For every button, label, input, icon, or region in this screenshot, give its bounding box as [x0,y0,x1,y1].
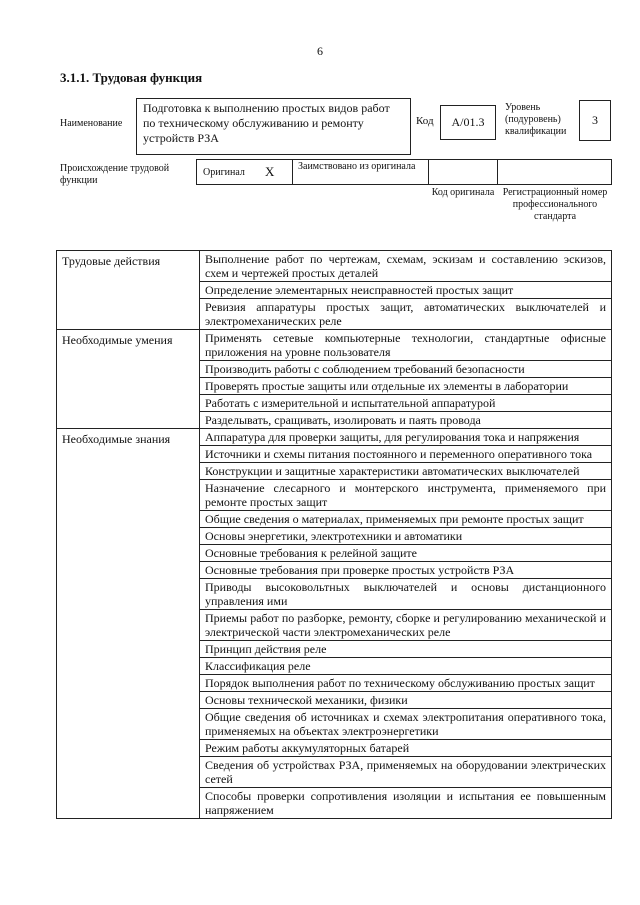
item-cell: Сведения об устройствах РЗА, применяемых на оборудовании электрических сетей [200,757,612,788]
item-cell: Основные требования при проверке простых устройств РЗА [200,562,612,579]
item-cell: Определение элементарных неисправностей простых защит [200,282,612,299]
item-cell: Классификация реле [200,658,612,675]
item-cell: Основные требования к релейной защите [200,545,612,562]
functions-table [56,250,612,819]
category-cell: Необходимые знания [57,429,200,819]
item-cell: Производить работы с соблюдением требований безопасности [200,361,612,378]
item-cell: Порядок выполнения работ по техническому обслуживанию простых защит [200,675,612,692]
item-cell: Работать с измерительной и испытательной аппаратурой [200,395,612,412]
section-title: 3.1.1. Трудовая функция [60,70,203,85]
item-cell: Разделывать, сращивать, изолировать и паять провода [200,412,612,429]
original-cell [196,159,293,185]
item-cell: Приводы высоковольтных выключателей и основы дистанционного управления ими [200,579,612,610]
item-cell: Режим работы аккумуляторных батарей [200,740,612,757]
item-cell: Выполнение работ по чертежам, схемам, эскизам и составлению эскизов, схем и чертежей простых деталей [200,251,612,282]
level-label: Уровень (подуровень) квалификации [505,102,567,137]
item-cell: Общие сведения об источниках и схемах электропитания оперативного тока, применяемых на объектах электроэнергетики [200,709,612,740]
code-original-cell [428,159,498,185]
code-value: А/01.3 [440,105,496,140]
table-row [57,251,612,282]
level-value: 3 [579,100,611,141]
name-value: Подготовка к выполнению простых видов работ по техническому обслуживанию и ремонту устройств РЗА [136,98,411,155]
category-cell: Трудовые действия [57,251,200,330]
item-cell: Способы проверки сопротивления изоляции и испытания ее повышенным напряжением [200,788,612,819]
original-mark: X [265,164,275,179]
original-label: Оригинал [203,167,245,178]
reg-number-label: Регистрационный номер профессионального стандарта [502,187,608,222]
item-cell: Проверять простые защиты или отдельные их элементы в лаборатории [200,378,612,395]
item-cell: Приемы работ по разборке, ремонту, сборке и регулированию механической и электрической части электромеханических реле [200,610,612,641]
borrowed-label: Заимствовано из оригинала [298,161,416,172]
code-label: Код [416,115,434,127]
item-cell: Основы энергетики, электротехники и автоматики [200,528,612,545]
item-cell: Источники и схемы питания постоянного и переменного оперативного тока [200,446,612,463]
item-cell: Ревизия аппаратуры простых защит, автоматических выключателей и электромеханических реле [200,299,612,330]
item-cell: Аппаратура для проверки защиты, для регулирования тока и напряжения [200,429,612,446]
item-cell: Общие сведения о материалах, применяемых при ремонте простых защит [200,511,612,528]
page-number: 6 [317,44,323,58]
item-cell: Применять сетевые компьютерные технологии, стандартные офисные приложения на уровне пользователя [200,330,612,361]
table-row [57,429,612,446]
item-cell: Назначение слесарного и монтерского инструмента, применяемого при ремонте простых защит [200,480,612,511]
item-cell: Принцип действия реле [200,641,612,658]
origin-label: Происхождение трудовой функции [60,163,170,186]
category-cell: Необходимые умения [57,330,200,429]
code-original-label: Код оригинала [431,187,495,198]
borrowed-cell [292,159,429,185]
item-cell: Основы технической механики, физики [200,692,612,709]
reg-number-cell [497,159,612,185]
table-row [57,330,612,361]
item-cell: Конструкции и защитные характеристики автоматических выключателей [200,463,612,480]
name-label: Наименование [60,118,123,129]
